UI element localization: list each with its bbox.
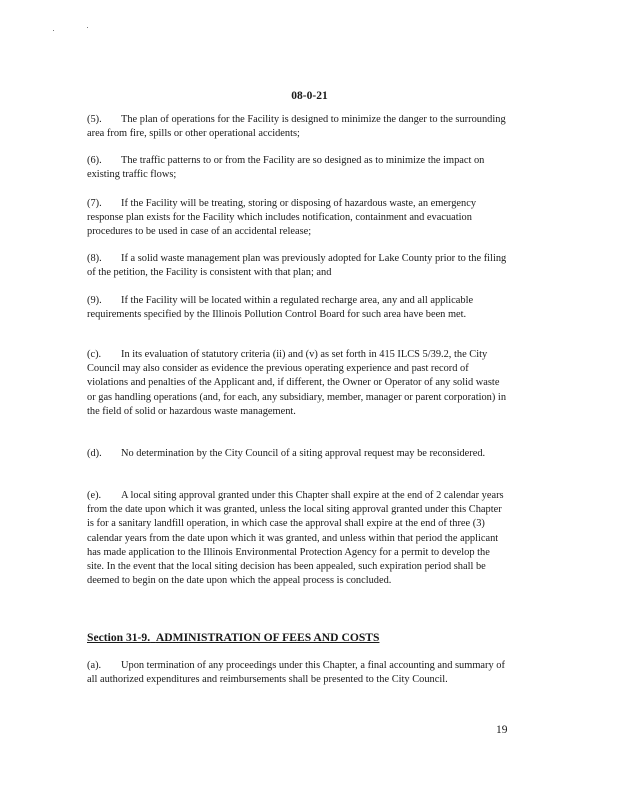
paragraph-number: (c).	[87, 349, 102, 360]
section-heading	[87, 631, 379, 644]
paragraph-text: If a solid waste management plan was previously adopted for Lake County prior to the filing of the petition, the Facility is consistent with that plan; and	[87, 253, 507, 279]
paragraph-text: A local siting approval granted under this Chapter shall expire at the end of 2 calendar years from the date upon which it was granted, unless the local siting approval granted under this Chapter is for a sanitary landfill operation, in which case the approval shall expire at the end of three (3) calendar years from the date upon which it was granted, and unless within that period the applicant has made application to the Illinois Environmental Protection Agency for a permit to develop the site. In the event that the local siting decision has been appealed, such expiration period shall be deemed to begin on the date upon which the appeal process is concluded.	[87, 490, 504, 587]
paragraph-e	[87, 489, 507, 588]
paragraph-number: (6).	[87, 155, 102, 166]
paragraph-text: No determination by the City Council of a siting approval request may be reconsidered.	[121, 448, 486, 459]
scan-speck	[87, 27, 88, 28]
paragraph-number: (5).	[87, 114, 102, 125]
paragraph-number: (8).	[87, 253, 102, 264]
paragraph-number: (9).	[87, 295, 102, 306]
paragraph-8	[87, 252, 507, 280]
paragraph-number: (e).	[87, 490, 102, 501]
paragraph-text: If the Facility will be located within a regulated recharge area, any and all applicable requirements specified by the Illinois Pollution Control Board for such area have been met.	[87, 295, 474, 321]
paragraph-7	[87, 197, 507, 240]
paragraph-c	[87, 348, 507, 419]
paragraph-6	[87, 154, 507, 182]
paragraph-number: (a).	[87, 660, 102, 671]
document-number: 08-0-21	[291, 90, 328, 102]
paragraph-9	[87, 294, 507, 322]
section-title: ADMINISTRATION OF FEES AND COSTS	[155, 631, 380, 644]
section-number: Section 31-9.	[87, 631, 151, 644]
scan-speck	[53, 30, 54, 31]
paragraph-text: The plan of operations for the Facility is designed to minimize the danger to the surrounding area from fire, spills or other operational accidents;	[87, 114, 506, 140]
paragraph-text: Upon termination of any proceedings under this Chapter, a final accounting and summary of all authorized expenditures and reimbursements shall be presented to the City Council.	[87, 660, 505, 686]
paragraph-d	[87, 447, 507, 461]
paragraph-number: (d).	[87, 448, 102, 459]
paragraph-number: (7).	[87, 198, 102, 209]
paragraph-text: In its evaluation of statutory criteria (ii) and (v) as set forth in 415 ILCS 5/39.2, the City Council may also consider as evidence the previous operating experience and past record of violations and penalties of the Applicant and, if different, the Owner or Operator of any solid waste or gas handling operations (and, for each, any subsidiary, member, manager or parent corporation) in the field of solid or hazardous waste management.	[87, 349, 507, 417]
paragraph-5	[87, 113, 507, 141]
paragraph-text: The traffic patterns to or from the Facility are so designed as to minimize the impact on existing traffic flows;	[87, 155, 485, 181]
paragraph-text: If the Facility will be treating, storing or disposing of hazardous waste, an emergency response plan exists for the Facility which includes notification, containment and evacuation procedures to be used in case of an accidental release;	[87, 198, 477, 238]
page-number: 19	[496, 724, 508, 736]
paragraph-a	[87, 659, 507, 687]
